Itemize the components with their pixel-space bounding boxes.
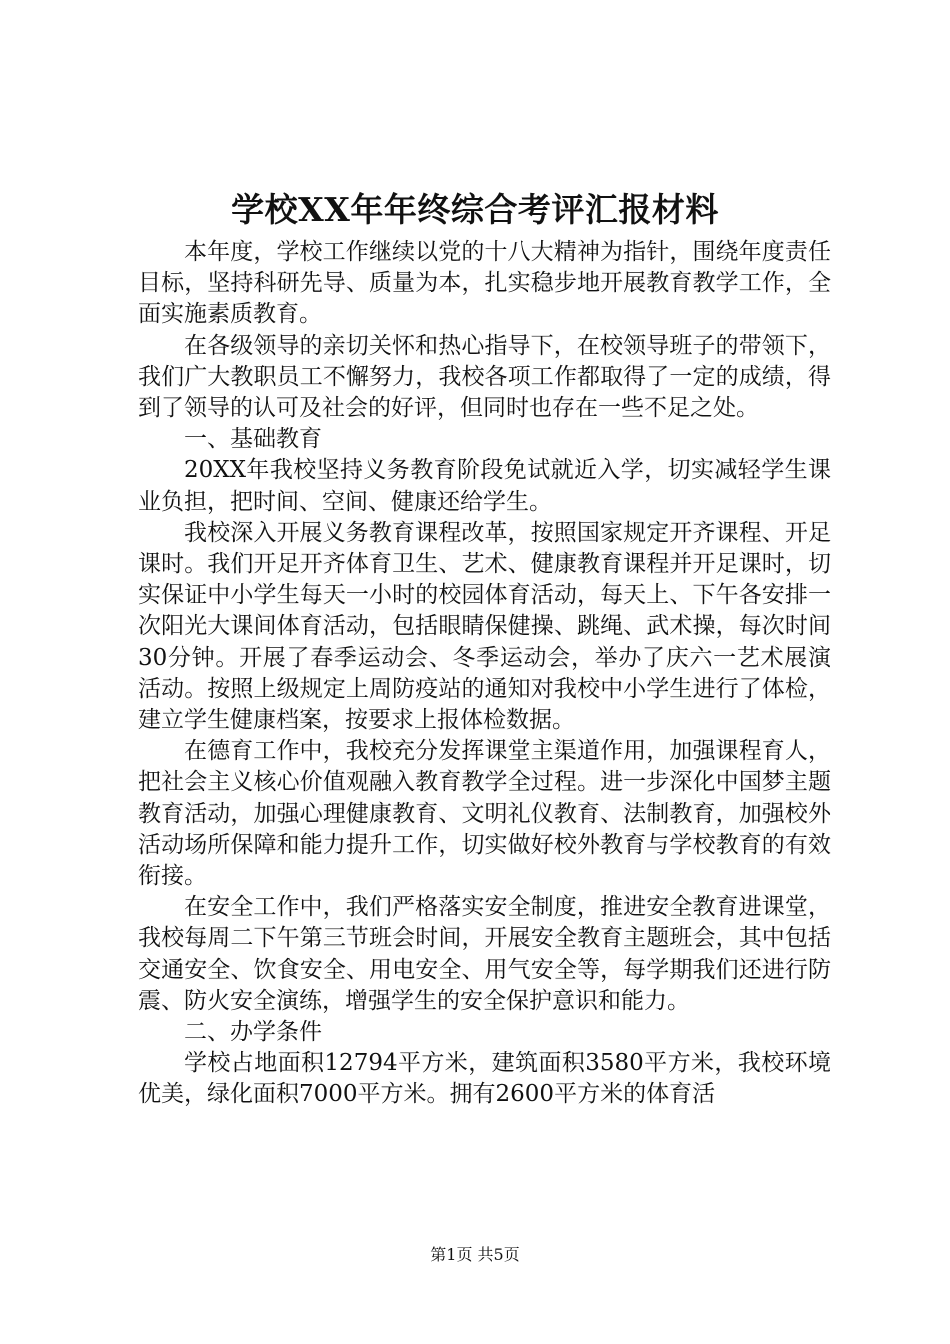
paragraph-intro: 本年度，学校工作继续以党的十八大精神为指针，围绕年度责任目标，坚持科研先导、质量为本，扎实稳步地开展教育教学工作，全面实施素质教育。 [138, 239, 831, 328]
paragraph-moral-education: 在德育工作中，我校充分发挥课堂主渠道作用，加强课程育人，把社会主义核心价值观融入教育教学全过程。进一步深化中国梦主题教育活动，加强心理健康教育、文明礼仪教育、法制教育，加强校外活动场所保障和能力提升工作，切实做好校外教育与学校教育的有效衔接。 [138, 738, 831, 890]
section-heading-basic-education: 一、基础教育 [184, 426, 322, 453]
document-body [138, 237, 831, 1111]
document-title: 学校XX年年终综合考评汇报材料 [231, 190, 719, 229]
paragraph-safety: 在安全工作中，我们严格落实安全制度，推进安全教育进课堂，我校每周二下午第三节班会时间，开展安全教育主题班会，其中包括交通安全、饮食安全、用电安全、用气安全等，每学期我们还进行防震、防火安全演练，增强学生的安全保护意识和能力。 [138, 894, 831, 1014]
paragraph-enrollment: 20XX年我校坚持义务教育阶段免试就近入学，切实减轻学生课业负担，把时间、空间、健康还给学生。 [138, 457, 831, 515]
paragraph-campus-area: 学校占地面积12794平方米，建筑面积3580平方米，我校环境优美，绿化面积7000平方米。拥有2600平方米的体育活 [138, 1050, 831, 1108]
page-footer: 第1页 共5页 [430, 1245, 520, 1264]
section-heading-school-conditions: 二、办学条件 [184, 1019, 322, 1046]
paragraph-curriculum-reform: 我校深入开展义务教育课程改革，按照国家规定开齐课程、开足课时。我们开足开齐体育卫生、艺术、健康教育课程并开足课时，切实保证中小学生每天一小时的校园体育活动，每天上、下午各安排一次阳光大课间体育活动，包括眼睛保健操、跳绳、武术操，每次时间30分钟。开展了春季运动会、冬季运动会，举办了庆六一艺术展演活动。按照上级规定上周防疫站的通知对我校中小学生进行了体检，建立学生健康档案，按要求上报体检数据。 [138, 519, 831, 734]
paragraph-leadership: 在各级领导的亲切关怀和热心指导下，在校领导班子的带领下，我们广大教职员工不懈努力，我校各项工作都取得了一定的成绩，得到了领导的认可及社会的好评，但同时也存在一些不足之处。 [138, 332, 831, 422]
